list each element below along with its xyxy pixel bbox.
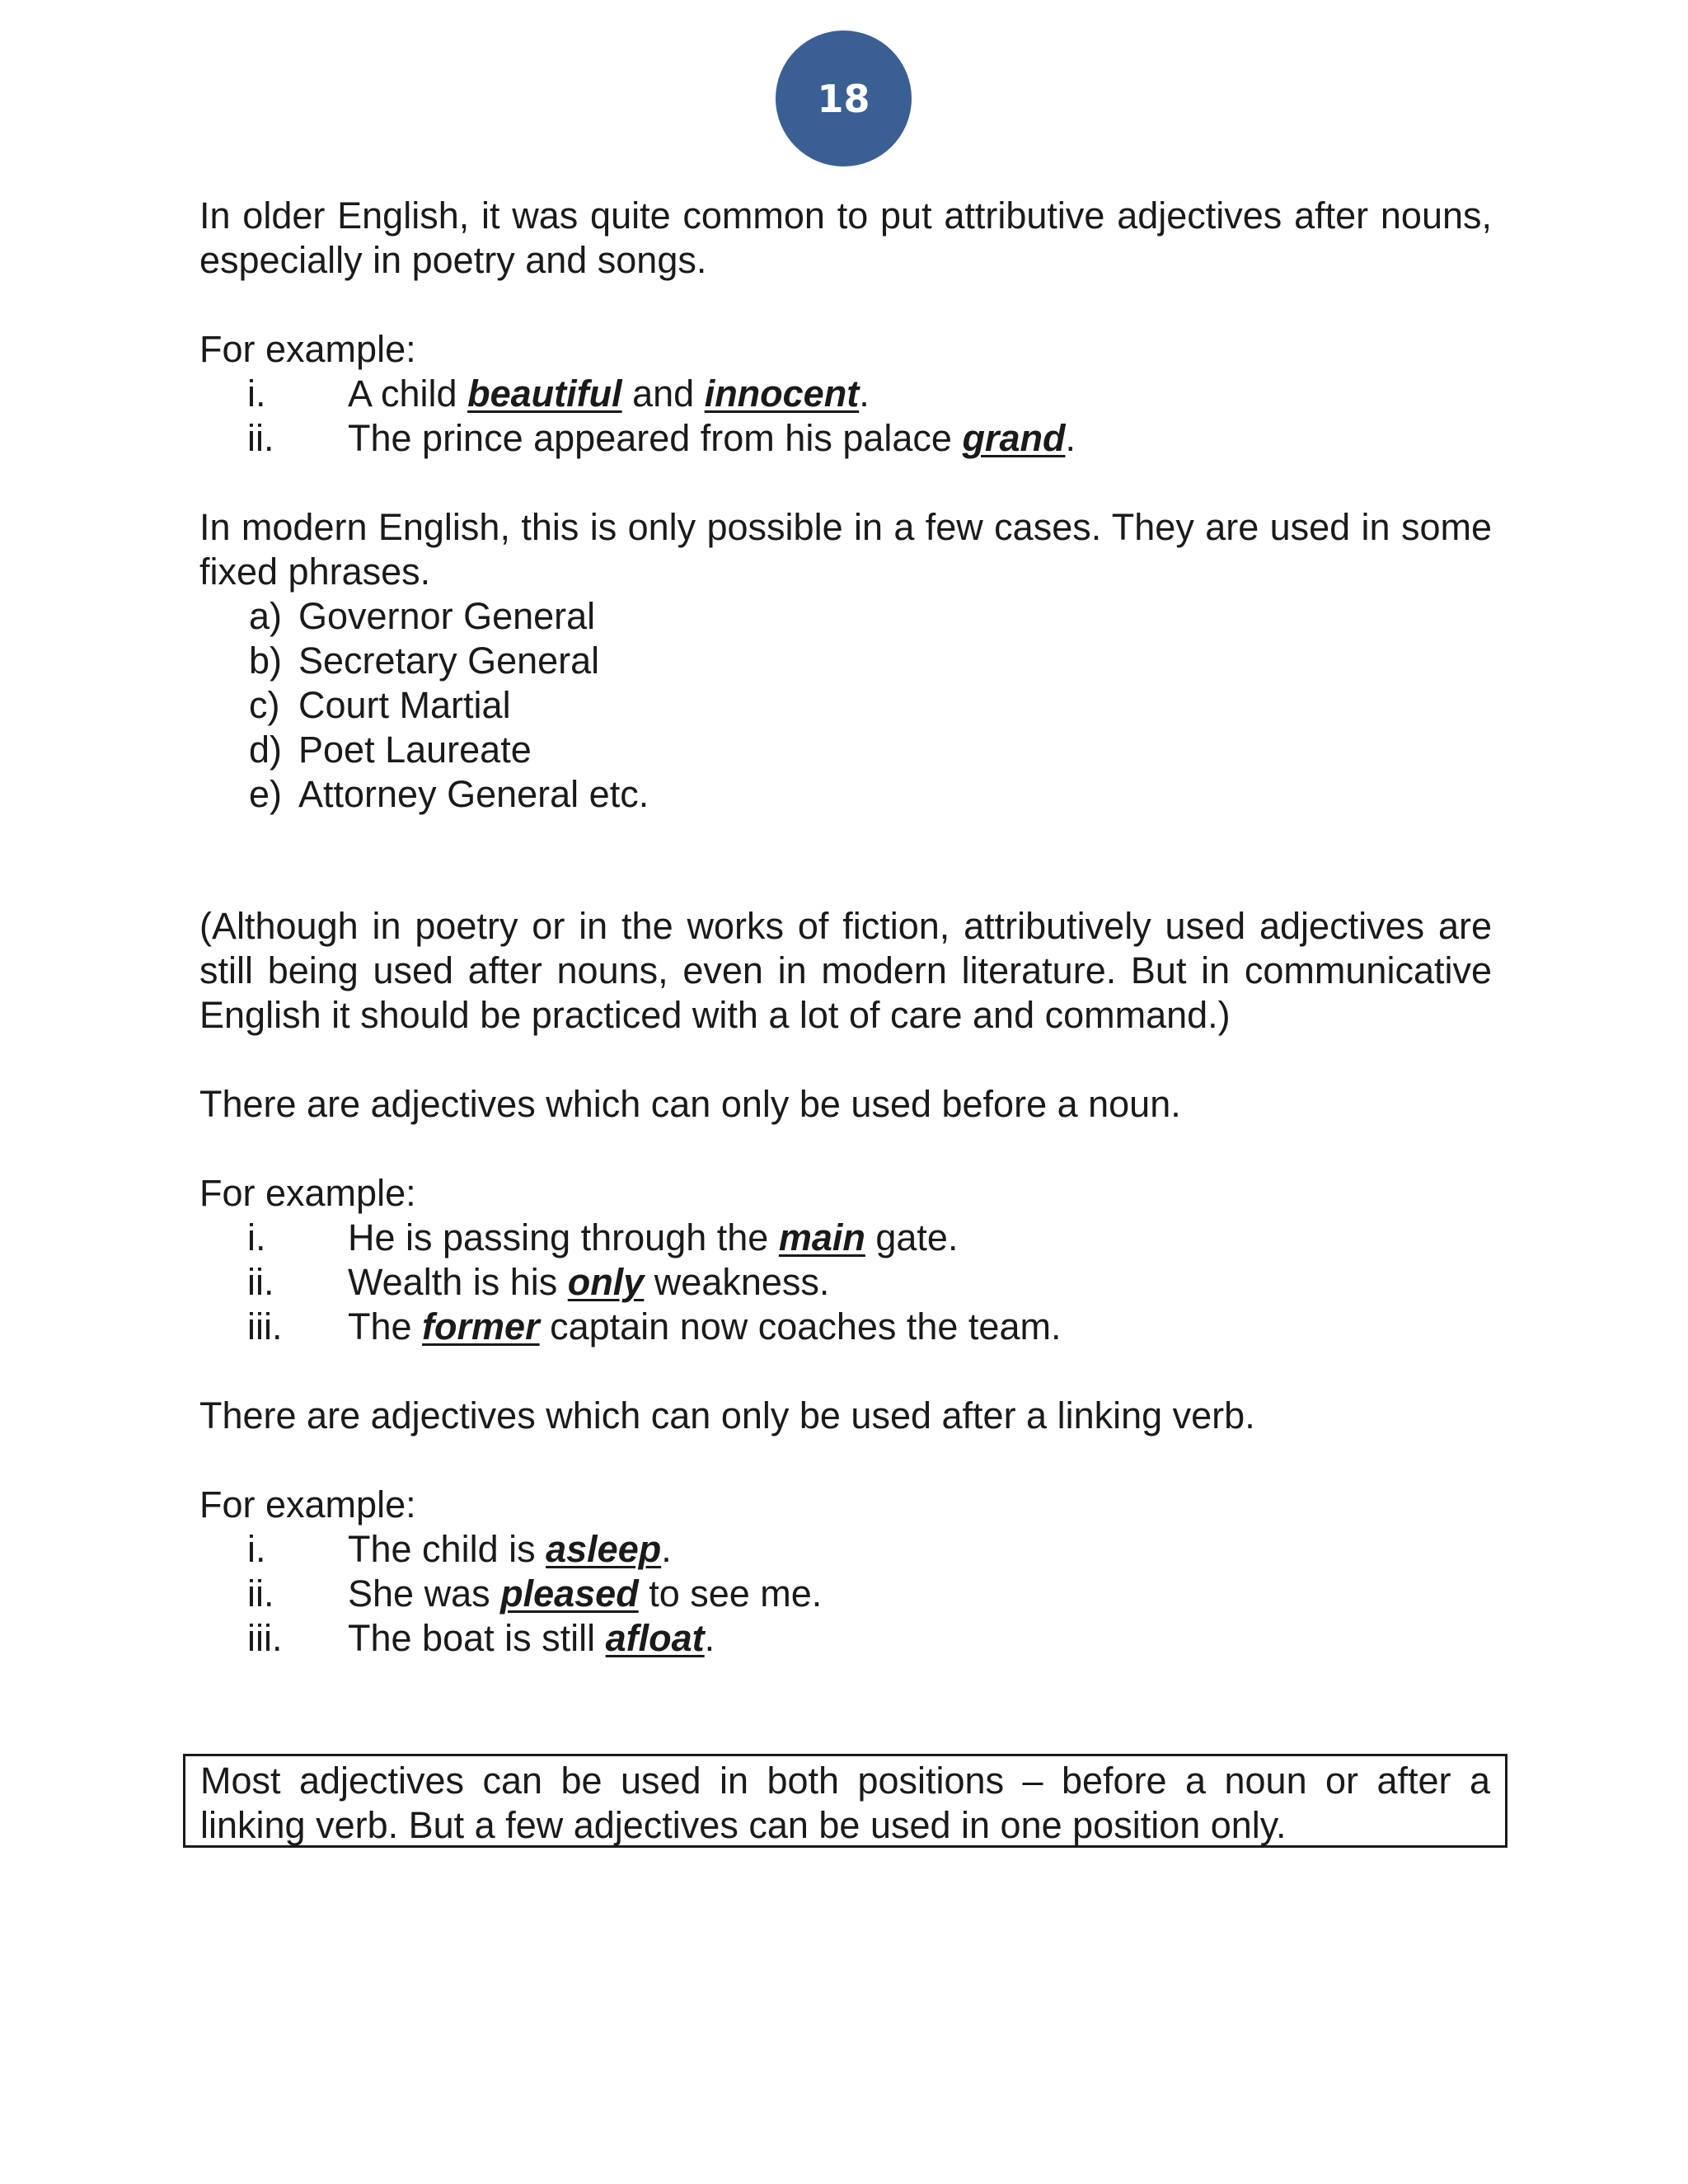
intro-paragraph: In older English, it was quite common to put attributive adjectives after nouns, especially in poetry and songs. (199, 194, 1492, 281)
keyword: former (422, 1305, 540, 1347)
fixed-phrases-list (199, 594, 1492, 817)
examples-list-2 (199, 1216, 1492, 1349)
examples-list-1 (199, 372, 1492, 461)
keyword: beautiful (467, 373, 622, 415)
list-item: a) Governor General (249, 595, 596, 637)
keyword: main (778, 1216, 865, 1258)
page-content (199, 194, 1492, 1661)
keyword: asleep (546, 1528, 662, 1570)
example-heading-3: For example: (199, 1483, 416, 1526)
keyword: grand (962, 417, 1066, 459)
list-item: i. He is passing through the main gate. (247, 1216, 959, 1258)
list-item: i. The child is asleep. (247, 1528, 672, 1570)
page-number: 18 (817, 76, 870, 121)
summary-note-box (183, 1754, 1507, 1848)
poetry-note-paragraph: (Although in poetry or in the works of fiction, attributively used adjectives are still being used after nouns, even in modern literature. But in communicative English it should be practiced with a lot of care and command.) (199, 905, 1492, 1036)
after-linking-verb-paragraph: There are adjectives which can only be used after a linking verb. (199, 1394, 1255, 1436)
keyword: innocent (704, 373, 860, 415)
list-item: d) Poet Laureate (249, 729, 532, 771)
summary-note-text: Most adjectives can be used in both positions – before a noun or after a linking verb. But a few adjectives can be used in one position only. (200, 1760, 1490, 1846)
modern-english-paragraph: In modern English, this is only possible in a few cases. They are used in some fixed phrases. (199, 506, 1492, 593)
before-noun-paragraph: There are adjectives which can only be used before a noun. (199, 1083, 1181, 1125)
list-item: b) Secretary General (249, 640, 600, 682)
list-item: i. A child beautiful and innocent. (247, 373, 870, 415)
list-item: c) Court Martial (249, 684, 511, 726)
list-item: ii. The prince appeared from his palace grand. (247, 417, 1076, 459)
keyword: only (567, 1261, 645, 1303)
list-item: iii. The boat is still afloat. (247, 1617, 715, 1659)
list-item: iii. The former captain now coaches the team. (247, 1305, 1062, 1347)
keyword: pleased (500, 1572, 639, 1615)
list-item: e) Attorney General etc. (249, 773, 649, 815)
page-number-badge (776, 30, 912, 166)
example-heading-1: For example: (199, 328, 416, 370)
list-item: ii. She was pleased to see me. (247, 1572, 823, 1615)
example-heading-2: For example: (199, 1172, 416, 1214)
list-item: ii. Wealth is his only weakness. (247, 1261, 830, 1303)
examples-list-3 (199, 1527, 1492, 1661)
keyword: afloat (605, 1617, 705, 1659)
